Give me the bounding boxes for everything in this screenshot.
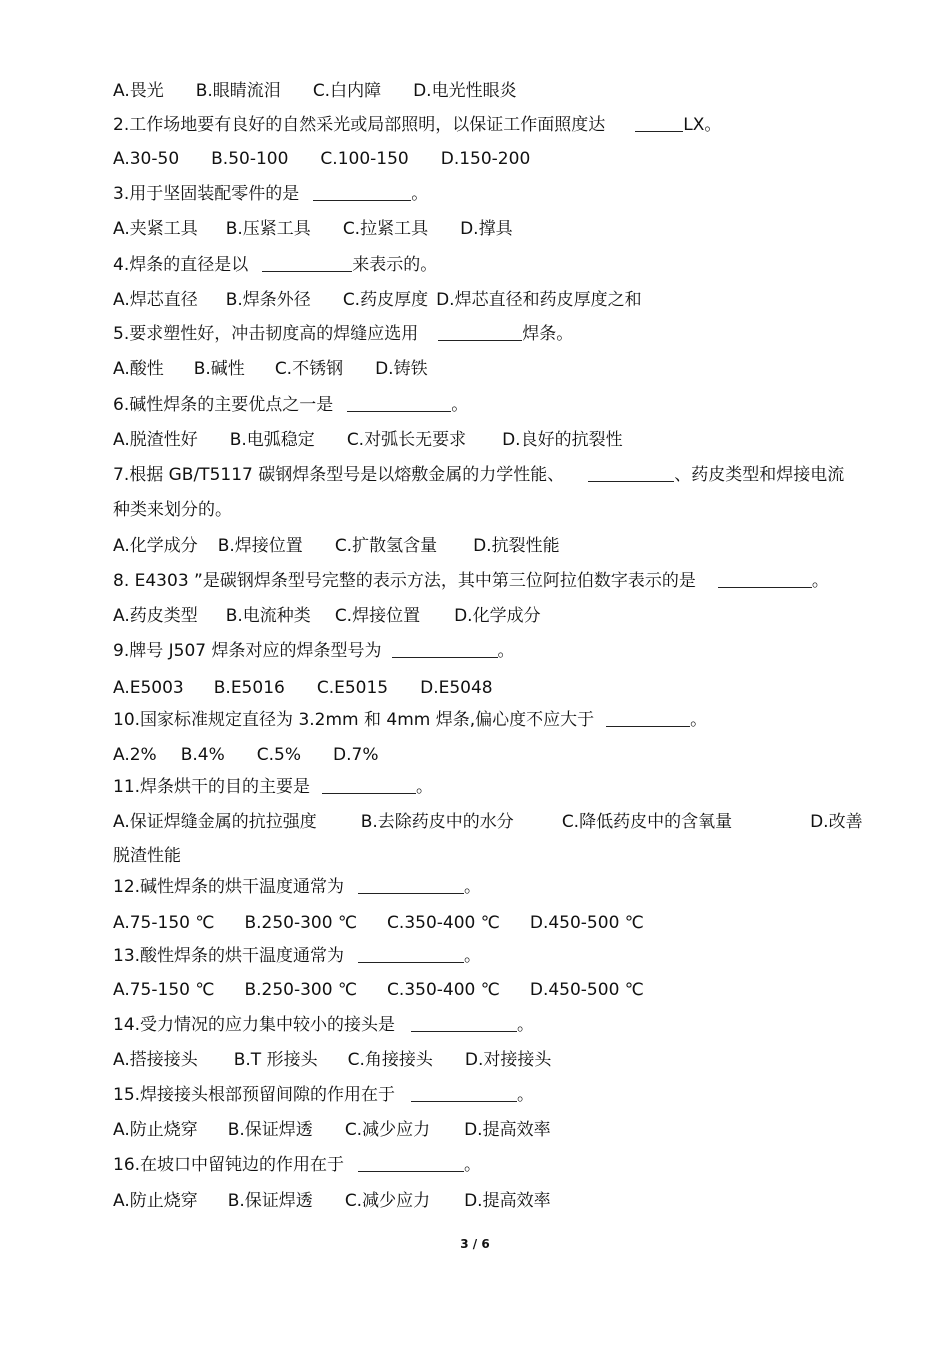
option-b: B.E5016: [213, 678, 285, 698]
option-row: [113, 805, 872, 873]
option-a: A.2%: [113, 745, 157, 765]
option-a: A.防止烧穿: [113, 1120, 198, 1140]
option-c: C.降低药皮中的含氧量: [561, 812, 733, 832]
question-line: [113, 255, 872, 275]
option-a: A.化学成分: [113, 536, 198, 556]
option-row: [113, 359, 872, 379]
option-d: D.电光性眼炎: [413, 81, 517, 101]
question-text: 15.焊接接头根部预留间隙的作用在于: [113, 1085, 396, 1105]
option-c: C.扩散氢含量: [334, 536, 438, 556]
option-c: C.350-400 ℃: [387, 980, 500, 1000]
question-line: [113, 1085, 872, 1105]
answer-blank: [606, 710, 690, 727]
option-b: B.4%: [180, 745, 225, 765]
option-row: [113, 980, 872, 1000]
option-row: [113, 678, 872, 698]
question-suffix: 焊条。: [522, 324, 574, 344]
question-line: [113, 946, 872, 966]
option-row: [113, 745, 872, 765]
option-d: D.改善脱渣性能: [113, 812, 863, 866]
option-b: B.保证焊透: [227, 1120, 313, 1140]
question-line: [113, 465, 872, 485]
answer-blank: [438, 324, 522, 341]
answer-blank: [313, 184, 411, 201]
question-text: 5.要求塑性好，冲击韧度高的焊缝应选用: [113, 324, 419, 344]
question-line: [113, 777, 872, 797]
option-d: D.对接接头: [464, 1050, 552, 1070]
question-text: 12.碱性焊条的烘干温度通常为: [113, 877, 345, 897]
answer-blank: [358, 946, 464, 963]
option-d: D.化学成分: [454, 606, 541, 626]
question-suffix: 。: [497, 641, 515, 661]
question-line: [113, 710, 872, 730]
question-line: [113, 571, 872, 591]
question-suffix: 、药皮类型和焊接电流: [674, 465, 845, 485]
option-d: D.450-500 ℃: [529, 980, 644, 1000]
question-line: [113, 877, 872, 897]
option-row: [113, 536, 872, 556]
answer-blank: [347, 395, 451, 412]
option-c: C.白内障: [312, 81, 382, 101]
question-text: 10.国家标准规定直径为 3.2mm 和 4mm 焊条,偏心度不应大于: [113, 710, 595, 730]
option-c: C.5%: [256, 745, 302, 765]
option-b: B.焊条外径: [225, 290, 311, 310]
question-suffix: 。: [464, 946, 482, 966]
option-b: B.T 形接头: [233, 1050, 318, 1070]
question-suffix: 。: [451, 395, 469, 415]
option-b: B.50-100: [211, 149, 289, 169]
option-b: B.眼睛流泪: [195, 81, 281, 101]
question-text: 2.工作场地要有良好的自然采光或局部照明，以保证工作面照度达: [113, 115, 606, 135]
answer-blank: [718, 571, 812, 588]
option-c: C.角接接头: [347, 1050, 433, 1070]
question-text: 11.焊条烘干的目的主要是: [113, 777, 311, 797]
option-d: D.铸铁: [375, 359, 428, 379]
question-text: 7.根据 GB/T5117 碳钢焊条型号是以熔敷金属的力学性能、: [113, 465, 565, 485]
option-a: A.药皮类型: [113, 606, 198, 626]
question-suffix: 。: [416, 777, 434, 797]
question-line: [113, 324, 872, 344]
option-c: C.减少应力: [344, 1120, 431, 1140]
option-b: B.压紧工具: [225, 219, 311, 239]
option-a: A.E5003: [113, 678, 184, 698]
question-text: 14.受力情况的应力集中较小的接头是: [113, 1015, 396, 1035]
option-a: A.夹紧工具: [113, 219, 198, 239]
option-d: D.良好的抗裂性: [502, 430, 623, 450]
option-b: B.碱性: [193, 359, 245, 379]
option-row: [113, 1050, 872, 1070]
question-suffix: 。: [411, 184, 429, 204]
question-text: 3.用于坚固装配零件的是: [113, 184, 300, 204]
option-row: [113, 149, 872, 169]
question-text: 6.碱性焊条的主要优点之一是: [113, 395, 334, 415]
answer-blank: [322, 777, 416, 794]
answer-blank: [262, 255, 352, 272]
option-row: [113, 290, 872, 310]
option-d: D.E5048: [420, 678, 493, 698]
option-b: B.焊接位置: [217, 536, 303, 556]
answer-blank: [411, 1085, 517, 1102]
option-row: [113, 1120, 872, 1140]
option-b: B.电流种类: [225, 606, 311, 626]
option-b: B.保证焊透: [227, 1191, 313, 1211]
option-row: [113, 219, 872, 239]
option-c: C.E5015: [316, 678, 389, 698]
option-b: B.250-300 ℃: [244, 980, 358, 1000]
option-a: A.75-150 ℃: [113, 980, 215, 1000]
question-text: 9.牌号 J507 焊条对应的焊条型号为: [113, 641, 382, 661]
question-line: [113, 184, 872, 204]
answer-blank: [358, 1155, 464, 1172]
question-text: 16.在坡口中留钝边的作用在于: [113, 1155, 345, 1175]
question-suffix: 。: [464, 877, 482, 897]
question-continuation: 种类来划分的。: [113, 500, 232, 520]
question-suffix: 来表示的。: [352, 255, 438, 275]
answer-blank: [411, 1015, 517, 1032]
option-a: A.30-50: [113, 149, 180, 169]
question-suffix: LX。: [683, 115, 722, 135]
option-d: D.提高效率: [464, 1191, 551, 1211]
option-row: [113, 430, 872, 450]
option-d: D.150-200: [440, 149, 531, 169]
option-c: C.100-150: [320, 149, 409, 169]
option-d: D.7%: [333, 745, 379, 765]
question-text: 13.酸性焊条的烘干温度通常为: [113, 946, 345, 966]
question-line: [113, 1155, 872, 1175]
option-a: A.保证焊缝金属的抗拉强度: [113, 812, 317, 832]
option-a: A.防止烧穿: [113, 1191, 198, 1211]
option-a: A.75-150 ℃: [113, 913, 215, 933]
option-c: C.对弧长无要求: [346, 430, 467, 450]
option-d: D.抗裂性能: [473, 536, 560, 556]
option-d: D.焊芯直径和药皮厚度之和: [436, 290, 642, 310]
question-suffix: 。: [464, 1155, 482, 1175]
option-a: A.焊芯直径: [113, 290, 198, 310]
question-line: [113, 641, 872, 661]
question-suffix: 。: [690, 710, 708, 730]
option-a: A.畏光: [113, 81, 164, 101]
question-suffix: 。: [811, 571, 829, 591]
answer-blank: [635, 115, 683, 132]
question-suffix: 。: [517, 1085, 535, 1105]
question-text: 8. E4303 ”是碳钢焊条型号完整的表示方法，其中第三位阿拉伯数字表示的是: [113, 571, 696, 591]
option-row: [113, 913, 872, 933]
question-text: 4.焊条的直径是以: [113, 255, 249, 275]
question-line: [113, 1015, 872, 1035]
answer-blank: [358, 877, 464, 894]
option-b: B.去除药皮中的水分: [360, 812, 514, 832]
question-line: [113, 395, 872, 415]
option-c: C.不锈钢: [274, 359, 344, 379]
page-number: 3 / 6: [460, 1237, 490, 1251]
option-d: D.提高效率: [464, 1120, 551, 1140]
option-c: C.拉紧工具: [342, 219, 429, 239]
option-c: C.350-400 ℃: [387, 913, 500, 933]
option-d: D.撑具: [460, 219, 513, 239]
option-c: C.减少应力: [344, 1191, 431, 1211]
option-row: [113, 1191, 872, 1211]
answer-blank: [588, 465, 674, 482]
option-a: A.脱渣性好: [113, 430, 198, 450]
option-b: B.电弧稳定: [229, 430, 315, 450]
question-line: [113, 115, 872, 135]
option-b: B.250-300 ℃: [244, 913, 358, 933]
option-c: C.药皮厚度: [342, 290, 429, 310]
option-a: A.搭接接头: [113, 1050, 198, 1070]
question-suffix: 。: [517, 1015, 535, 1035]
option-d: D.450-500 ℃: [529, 913, 644, 933]
option-row: [113, 81, 872, 101]
answer-blank: [392, 641, 498, 658]
option-row: [113, 606, 872, 626]
option-a: A.酸性: [113, 359, 164, 379]
option-c: C.焊接位置: [334, 606, 421, 626]
